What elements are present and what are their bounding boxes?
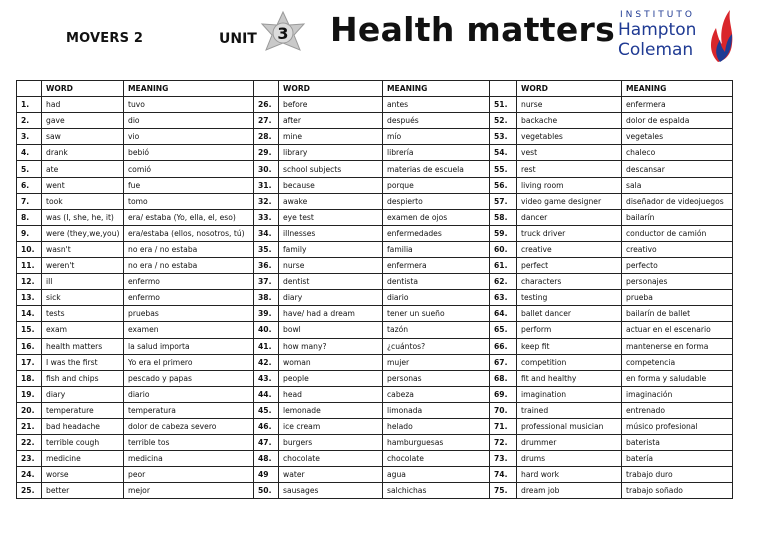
word-cell: lemonade — [279, 402, 383, 418]
entry-number: 18. — [17, 370, 42, 386]
meaning-cell: enfermo — [124, 290, 254, 306]
entry-number: 63. — [490, 290, 517, 306]
entry-number: 26. — [254, 97, 279, 113]
entry-number: 49 — [254, 467, 279, 483]
word-cell: after — [279, 113, 383, 129]
meaning-cell: examen — [124, 322, 254, 338]
table-row — [17, 290, 733, 306]
meaning-cell: perfecto — [622, 258, 733, 274]
word-cell: illnesses — [279, 225, 383, 241]
word-cell: backache — [517, 113, 622, 129]
word-cell: nurse — [279, 258, 383, 274]
word-cell: drank — [42, 145, 124, 161]
meaning-cell: antes — [383, 97, 490, 113]
meaning-cell: tomo — [124, 193, 254, 209]
word-cell: sick — [42, 290, 124, 306]
word-cell: weren't — [42, 258, 124, 274]
entry-number: 31. — [254, 177, 279, 193]
word-cell: vegetables — [517, 129, 622, 145]
word-cell: bad headache — [42, 418, 124, 434]
word-cell: professional musician — [517, 418, 622, 434]
entry-number: 28. — [254, 129, 279, 145]
word-cell: went — [42, 177, 124, 193]
entry-number: 55. — [490, 161, 517, 177]
word-cell: medicine — [42, 451, 124, 467]
word-cell: ate — [42, 161, 124, 177]
entry-number: 54. — [490, 145, 517, 161]
word-cell: keep fit — [517, 338, 622, 354]
word-cell: eye test — [279, 209, 383, 225]
meaning-cell: chocolate — [383, 451, 490, 467]
meaning-cell: descansar — [622, 161, 733, 177]
word-cell: perform — [517, 322, 622, 338]
meaning-cell: batería — [622, 451, 733, 467]
meaning-cell: imaginación — [622, 386, 733, 402]
word-cell: saw — [42, 129, 124, 145]
entry-number: 46. — [254, 418, 279, 434]
meaning-cell: creativo — [622, 241, 733, 257]
entry-number: 45. — [254, 402, 279, 418]
table-row — [17, 97, 733, 113]
word-cell: family — [279, 241, 383, 257]
meaning-header: MEANING — [383, 81, 490, 97]
table-row — [17, 161, 733, 177]
entry-number: 15. — [17, 322, 42, 338]
meaning-cell: músico profesional — [622, 418, 733, 434]
word-cell: better — [42, 483, 124, 499]
meaning-cell: competencia — [622, 354, 733, 370]
meaning-cell: pescado y papas — [124, 370, 254, 386]
entry-number: 71. — [490, 418, 517, 434]
word-cell: because — [279, 177, 383, 193]
meaning-header: MEANING — [124, 81, 254, 97]
entry-number: 30. — [254, 161, 279, 177]
table-row — [17, 483, 733, 499]
meaning-cell: no era / no estaba — [124, 258, 254, 274]
number-header — [490, 81, 517, 97]
entry-number: 61. — [490, 258, 517, 274]
meaning-cell: baterista — [622, 435, 733, 451]
flame-logo-icon — [706, 8, 736, 64]
number-header — [254, 81, 279, 97]
word-cell: vest — [517, 145, 622, 161]
entry-number: 51. — [490, 97, 517, 113]
word-cell: had — [42, 97, 124, 113]
meaning-cell: comió — [124, 161, 254, 177]
word-header: WORD — [517, 81, 622, 97]
word-cell: imagination — [517, 386, 622, 402]
table-row — [17, 193, 733, 209]
entry-number: 34. — [254, 225, 279, 241]
word-cell: woman — [279, 354, 383, 370]
word-cell: diary — [279, 290, 383, 306]
meaning-cell: porque — [383, 177, 490, 193]
entry-number: 10. — [17, 241, 42, 257]
entry-number: 52. — [490, 113, 517, 129]
entry-number: 42. — [254, 354, 279, 370]
entry-number: 37. — [254, 274, 279, 290]
meaning-cell: tuvo — [124, 97, 254, 113]
entry-number: 11. — [17, 258, 42, 274]
meaning-cell: dio — [124, 113, 254, 129]
table-row — [17, 177, 733, 193]
meaning-cell: salchichas — [383, 483, 490, 499]
word-cell: drummer — [517, 435, 622, 451]
number-header — [17, 81, 42, 97]
entry-number: 6. — [17, 177, 42, 193]
word-cell: dancer — [517, 209, 622, 225]
meaning-cell: enfermo — [124, 274, 254, 290]
meaning-cell: materias de escuela — [383, 161, 490, 177]
meaning-cell: librería — [383, 145, 490, 161]
entry-number: 43. — [254, 370, 279, 386]
meaning-cell: fue — [124, 177, 254, 193]
entry-number: 69. — [490, 386, 517, 402]
meaning-cell: era/ estaba (Yo, ella, el, eso) — [124, 209, 254, 225]
logo-line-3: Coleman — [618, 40, 694, 60]
entry-number: 9. — [17, 225, 42, 241]
meaning-cell: enfermera — [383, 258, 490, 274]
word-cell: head — [279, 386, 383, 402]
word-cell: were (they,we,you) — [42, 225, 124, 241]
vocabulary-table-body — [17, 97, 733, 499]
word-cell: water — [279, 467, 383, 483]
entry-number: 40. — [254, 322, 279, 338]
word-cell: how many? — [279, 338, 383, 354]
table-row — [17, 145, 733, 161]
meaning-cell: prueba — [622, 290, 733, 306]
table-row — [17, 306, 733, 322]
word-cell: living room — [517, 177, 622, 193]
word-header: WORD — [279, 81, 383, 97]
entry-number: 47. — [254, 435, 279, 451]
word-cell: perfect — [517, 258, 622, 274]
word-header: WORD — [42, 81, 124, 97]
entry-number: 36. — [254, 258, 279, 274]
meaning-cell: familia — [383, 241, 490, 257]
word-cell: gave — [42, 113, 124, 129]
meaning-cell: tazón — [383, 322, 490, 338]
meaning-cell: dolor de cabeza severo — [124, 418, 254, 434]
meaning-cell: mejor — [124, 483, 254, 499]
vocabulary-table — [16, 80, 733, 499]
entry-number: 39. — [254, 306, 279, 322]
table-row — [17, 241, 733, 257]
word-cell: sausages — [279, 483, 383, 499]
word-cell: testing — [517, 290, 622, 306]
word-cell: burgers — [279, 435, 383, 451]
word-cell: rest — [517, 161, 622, 177]
entry-number: 65. — [490, 322, 517, 338]
entry-number: 72. — [490, 435, 517, 451]
word-cell: bowl — [279, 322, 383, 338]
word-cell: wasn't — [42, 241, 124, 257]
entry-number: 21. — [17, 418, 42, 434]
table-header-row — [17, 81, 733, 97]
word-cell: chocolate — [279, 451, 383, 467]
entry-number: 67. — [490, 354, 517, 370]
word-cell: truck driver — [517, 225, 622, 241]
table-row — [17, 467, 733, 483]
meaning-cell: despierto — [383, 193, 490, 209]
meaning-cell: trabajo soñado — [622, 483, 733, 499]
entry-number: 66. — [490, 338, 517, 354]
entry-number: 20. — [17, 402, 42, 418]
entry-number: 64. — [490, 306, 517, 322]
entry-number: 38. — [254, 290, 279, 306]
word-cell: diary — [42, 386, 124, 402]
page-title: Health matters — [330, 10, 616, 49]
entry-number: 14. — [17, 306, 42, 322]
table-row — [17, 402, 733, 418]
entry-number: 48. — [254, 451, 279, 467]
word-cell: drums — [517, 451, 622, 467]
entry-number: 12. — [17, 274, 42, 290]
entry-number: 7. — [17, 193, 42, 209]
word-cell: competition — [517, 354, 622, 370]
logo-line-1: INSTITUTO — [620, 10, 695, 20]
word-cell: trained — [517, 402, 622, 418]
entry-number: 70. — [490, 402, 517, 418]
table-row — [17, 370, 733, 386]
entry-number: 29. — [254, 145, 279, 161]
entry-number: 68. — [490, 370, 517, 386]
table-row — [17, 113, 733, 129]
unit-number: 3 — [277, 24, 289, 43]
meaning-cell: trabajo duro — [622, 467, 733, 483]
word-cell: awake — [279, 193, 383, 209]
level-label: MOVERS 2 — [66, 31, 144, 46]
meaning-cell: agua — [383, 467, 490, 483]
unit-label: UNIT — [219, 31, 257, 47]
word-cell: I was the first — [42, 354, 124, 370]
entry-number: 60. — [490, 241, 517, 257]
meaning-cell: en forma y saludable — [622, 370, 733, 386]
meaning-cell: vegetales — [622, 129, 733, 145]
word-cell: health matters — [42, 338, 124, 354]
word-cell: video game designer — [517, 193, 622, 209]
word-cell: ice cream — [279, 418, 383, 434]
meaning-cell: tener un sueño — [383, 306, 490, 322]
word-cell: was (I, she, he, it) — [42, 209, 124, 225]
word-cell: ballet dancer — [517, 306, 622, 322]
meaning-cell: entrenado — [622, 402, 733, 418]
table-row — [17, 435, 733, 451]
meaning-cell: sala — [622, 177, 733, 193]
meaning-cell: vio — [124, 129, 254, 145]
entry-number: 56. — [490, 177, 517, 193]
word-cell: exam — [42, 322, 124, 338]
meaning-cell: actuar en el escenario — [622, 322, 733, 338]
meaning-cell: examen de ojos — [383, 209, 490, 225]
entry-number: 23. — [17, 451, 42, 467]
entry-number: 19. — [17, 386, 42, 402]
table-row — [17, 129, 733, 145]
entry-number: 17. — [17, 354, 42, 370]
institute-logo — [612, 8, 762, 66]
word-cell: dentist — [279, 274, 383, 290]
meaning-cell: peor — [124, 467, 254, 483]
word-cell: characters — [517, 274, 622, 290]
meaning-cell: helado — [383, 418, 490, 434]
word-cell: temperature — [42, 402, 124, 418]
meaning-cell: mío — [383, 129, 490, 145]
meaning-cell: mujer — [383, 354, 490, 370]
entry-number: 75. — [490, 483, 517, 499]
meaning-cell: bailarín de ballet — [622, 306, 733, 322]
meaning-cell: mantenerse en forma — [622, 338, 733, 354]
meaning-cell: limonada — [383, 402, 490, 418]
meaning-cell: diario — [383, 290, 490, 306]
meaning-cell: medicina — [124, 451, 254, 467]
entry-number: 44. — [254, 386, 279, 402]
table-row — [17, 225, 733, 241]
entry-number: 50. — [254, 483, 279, 499]
entry-number: 53. — [490, 129, 517, 145]
entry-number: 5. — [17, 161, 42, 177]
star-badge-icon — [258, 10, 308, 56]
meaning-cell: temperatura — [124, 402, 254, 418]
meaning-cell: diseñador de videojuegos — [622, 193, 733, 209]
word-cell: took — [42, 193, 124, 209]
entry-number: 1. — [17, 97, 42, 113]
table-row — [17, 274, 733, 290]
entry-number: 2. — [17, 113, 42, 129]
table-row — [17, 354, 733, 370]
entry-number: 24. — [17, 467, 42, 483]
entry-number: 8. — [17, 209, 42, 225]
entry-number: 16. — [17, 338, 42, 354]
entry-number: 73. — [490, 451, 517, 467]
word-cell: people — [279, 370, 383, 386]
meaning-cell: diario — [124, 386, 254, 402]
meaning-cell: no era / no estaba — [124, 241, 254, 257]
word-cell: dream job — [517, 483, 622, 499]
table-row — [17, 258, 733, 274]
word-cell: nurse — [517, 97, 622, 113]
word-cell: have/ had a dream — [279, 306, 383, 322]
table-row — [17, 322, 733, 338]
word-cell: hard work — [517, 467, 622, 483]
meaning-cell: enfermera — [622, 97, 733, 113]
word-cell: tests — [42, 306, 124, 322]
word-cell: worse — [42, 467, 124, 483]
table-row — [17, 451, 733, 467]
meaning-cell: personajes — [622, 274, 733, 290]
meaning-cell: cabeza — [383, 386, 490, 402]
meaning-cell: conductor de camión — [622, 225, 733, 241]
meaning-cell: personas — [383, 370, 490, 386]
word-cell: fish and chips — [42, 370, 124, 386]
entry-number: 25. — [17, 483, 42, 499]
meaning-cell: terrible tos — [124, 435, 254, 451]
word-cell: creative — [517, 241, 622, 257]
table-row — [17, 386, 733, 402]
entry-number: 74. — [490, 467, 517, 483]
entry-number: 59. — [490, 225, 517, 241]
meaning-cell: dentista — [383, 274, 490, 290]
entry-number: 35. — [254, 241, 279, 257]
meaning-cell: chaleco — [622, 145, 733, 161]
logo-line-2: Hampton — [618, 20, 697, 40]
word-cell: terrible cough — [42, 435, 124, 451]
meaning-cell: bailarín — [622, 209, 733, 225]
word-cell: mine — [279, 129, 383, 145]
word-cell: ill — [42, 274, 124, 290]
page-header — [0, 0, 768, 78]
entry-number: 62. — [490, 274, 517, 290]
meaning-cell: ¿cuántos? — [383, 338, 490, 354]
meaning-cell: hamburguesas — [383, 435, 490, 451]
entry-number: 41. — [254, 338, 279, 354]
meaning-cell: pruebas — [124, 306, 254, 322]
meaning-header: MEANING — [622, 81, 733, 97]
meaning-cell: la salud importa — [124, 338, 254, 354]
word-cell: before — [279, 97, 383, 113]
entry-number: 27. — [254, 113, 279, 129]
meaning-cell: dolor de espalda — [622, 113, 733, 129]
table-row — [17, 338, 733, 354]
meaning-cell: enfermedades — [383, 225, 490, 241]
entry-number: 32. — [254, 193, 279, 209]
word-cell: fit and healthy — [517, 370, 622, 386]
meaning-cell: Yo era el primero — [124, 354, 254, 370]
meaning-cell: era/estaba (ellos, nosotros, tú) — [124, 225, 254, 241]
word-cell: library — [279, 145, 383, 161]
entry-number: 4. — [17, 145, 42, 161]
entry-number: 33. — [254, 209, 279, 225]
meaning-cell: bebió — [124, 145, 254, 161]
entry-number: 13. — [17, 290, 42, 306]
table-row — [17, 418, 733, 434]
word-cell: school subjects — [279, 161, 383, 177]
entry-number: 3. — [17, 129, 42, 145]
entry-number: 22. — [17, 435, 42, 451]
table-row — [17, 209, 733, 225]
entry-number: 58. — [490, 209, 517, 225]
meaning-cell: después — [383, 113, 490, 129]
entry-number: 57. — [490, 193, 517, 209]
